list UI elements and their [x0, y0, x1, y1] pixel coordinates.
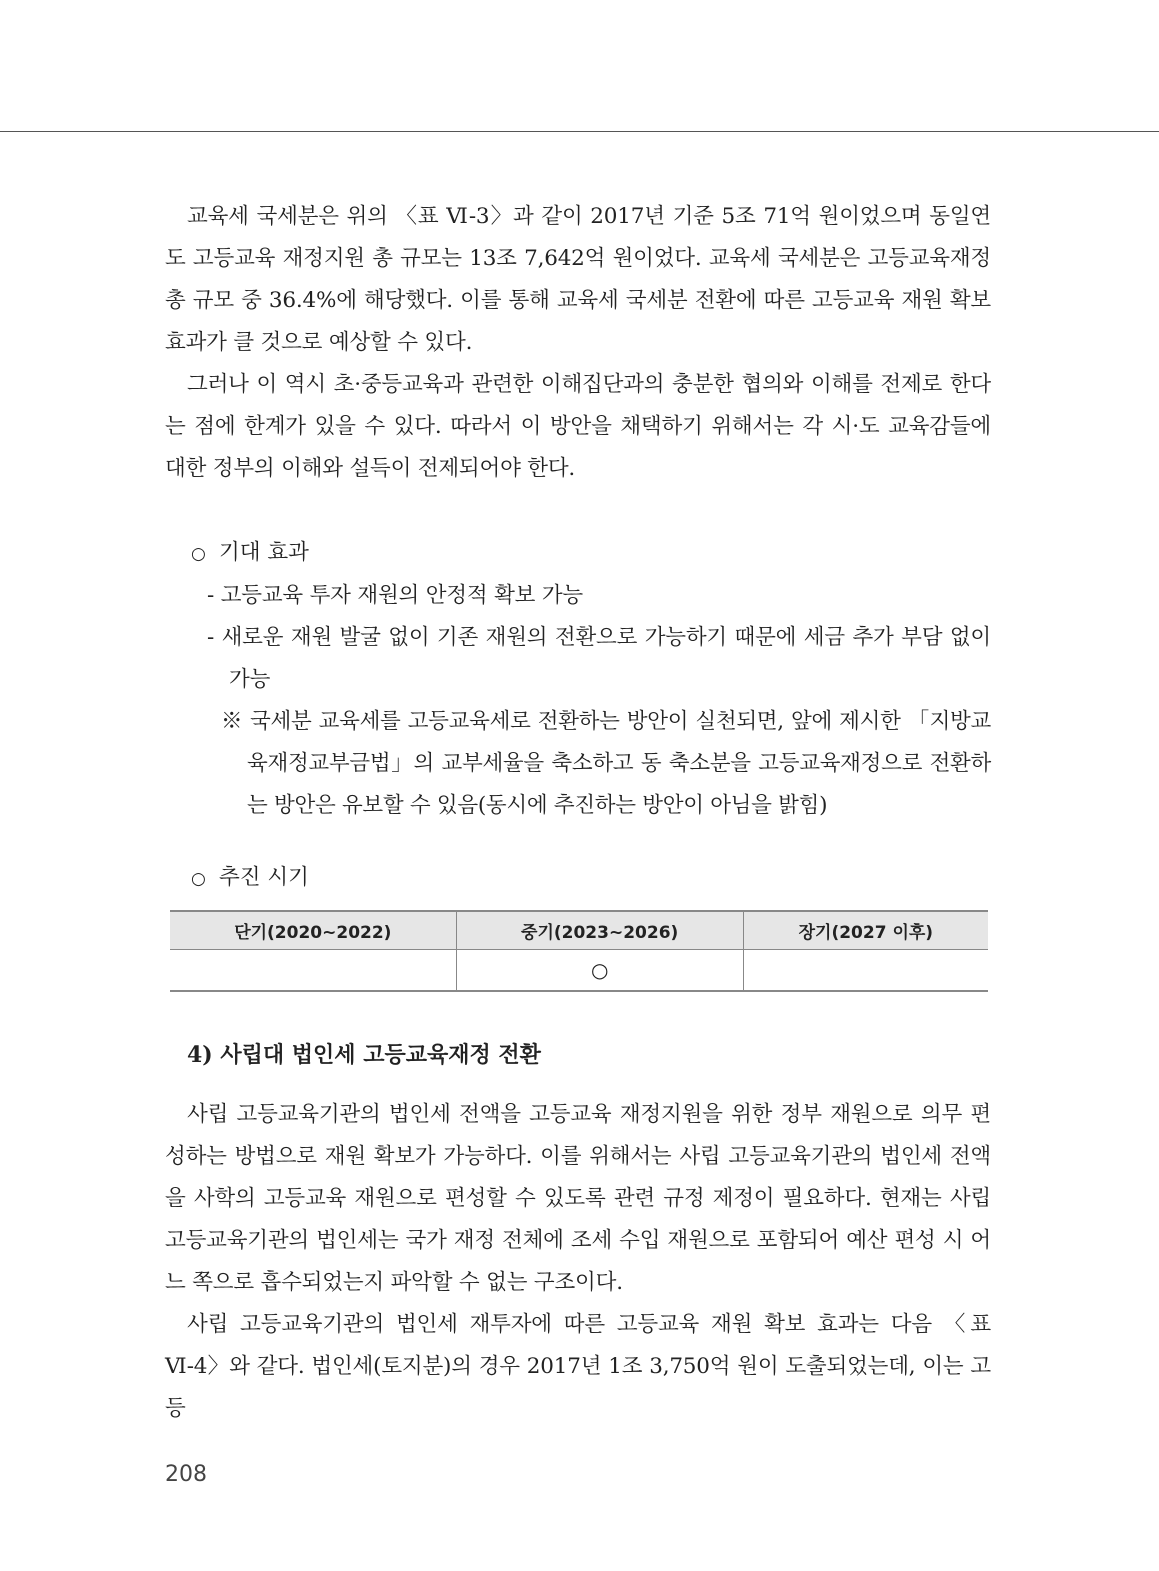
implementation-timing-section [165, 857, 991, 992]
timing-table-row [170, 950, 988, 992]
page-content [165, 196, 991, 1430]
cell-short-term [170, 950, 456, 992]
effect-item-1: - 고등교육 투자 재원의 안정적 확보 가능 [207, 583, 583, 608]
cell-mid-term: ○ [456, 950, 743, 992]
circle-bullet-icon: ○ [191, 869, 206, 889]
header-mid-term: 중기(2023~2026) [456, 911, 743, 950]
cell-long-term [743, 950, 988, 992]
expected-effects-section [165, 532, 991, 827]
intro-paragraph-2: 그러나 이 역시 초·중등교육과 관련한 이해집단과의 충분한 협의와 이해를 전제로 한다는 점에 한계가 있을 수 있다. 따라서 이 방안을 채택하기 위해서는 각 시·도 교육감들에 대한 정부의 이해와 설득이 전제되어야 한다. [165, 372, 991, 481]
subsection-4-paragraph-1: 사립 고등교육기관의 법인세 전액을 고등교육 재정지원을 위한 정부 재원으로 의무 편성하는 방법으로 재원 확보가 가능하다. 이를 위해서는 사립 고등교육기관의 법인세 전액을 사학의 고등교육 재원으로 편성할 수 있도록 관련 규정 제정이 필요하다. 현재는 사립 고등교육기관의 법인세는 국가 재정 전체에 조세 수입 재원으로 포함되어 예산 편성 시 어느 쪽으로 흡수되었는지 파악할 수 없는 구조이다. [165, 1102, 991, 1295]
effect-note: ※ 국세분 교육세를 고등교육세로 전환하는 방안이 실천되면, 앞에 제시한 「지방교육재정교부금법」의 교부세율을 축소하고 동 축소분을 고등교육재정으로 전환하는 방안은 유보할 수 있음(동시에 추진하는 방안이 아님을 밝힘) [221, 709, 991, 818]
header-short-term: 단기(2020~2022) [170, 911, 456, 950]
effect-item-2: - 새로운 재원 발굴 없이 기존 재원의 전환으로 가능하기 때문에 세금 추가 부담 없이 가능 [207, 625, 991, 692]
intro-paragraph-1: 교육세 국세분은 위의 〈표 Ⅵ-3〉과 같이 2017년 기준 5조 71억 원이었으며 동일연도 고등교육 재정지원 총 규모는 13조 7,642억 원이었다. 교육세 국세분은 고등교육재정 총 규모 중 36.4%에 해당했다. 이를 통해 교육세 국세분 전환에 따른 고등교육 재원 확보 효과가 클 것으로 예상할 수 있다. [165, 204, 991, 355]
timing-table [170, 910, 988, 992]
subsection-4-title: 4) 사립대 법인세 고등교육재정 전환 [187, 1042, 541, 1068]
timing-table-header-row [170, 911, 988, 950]
expected-effects-heading [165, 532, 991, 575]
expected-effects-title: 기대 효과 [219, 540, 309, 565]
page-number: 208 [165, 1462, 207, 1487]
implementation-timing-title: 추진 시기 [219, 865, 309, 890]
implementation-timing-heading [165, 857, 991, 900]
circle-bullet-icon: ○ [191, 544, 206, 564]
subsection-4 [165, 1034, 991, 1430]
subsection-4-paragraph-2: 사립 고등교육기관의 법인세 재투자에 따른 고등교육 재원 확보 효과는 다음 〈표 Ⅵ-4〉와 같다. 법인세(토지분)의 경우 2017년 1조 3,750억 원이 도출되었는데, 이는 고등 [165, 1312, 991, 1421]
header-rule [0, 131, 1159, 132]
header-long-term: 장기(2027 이후) [743, 911, 988, 950]
